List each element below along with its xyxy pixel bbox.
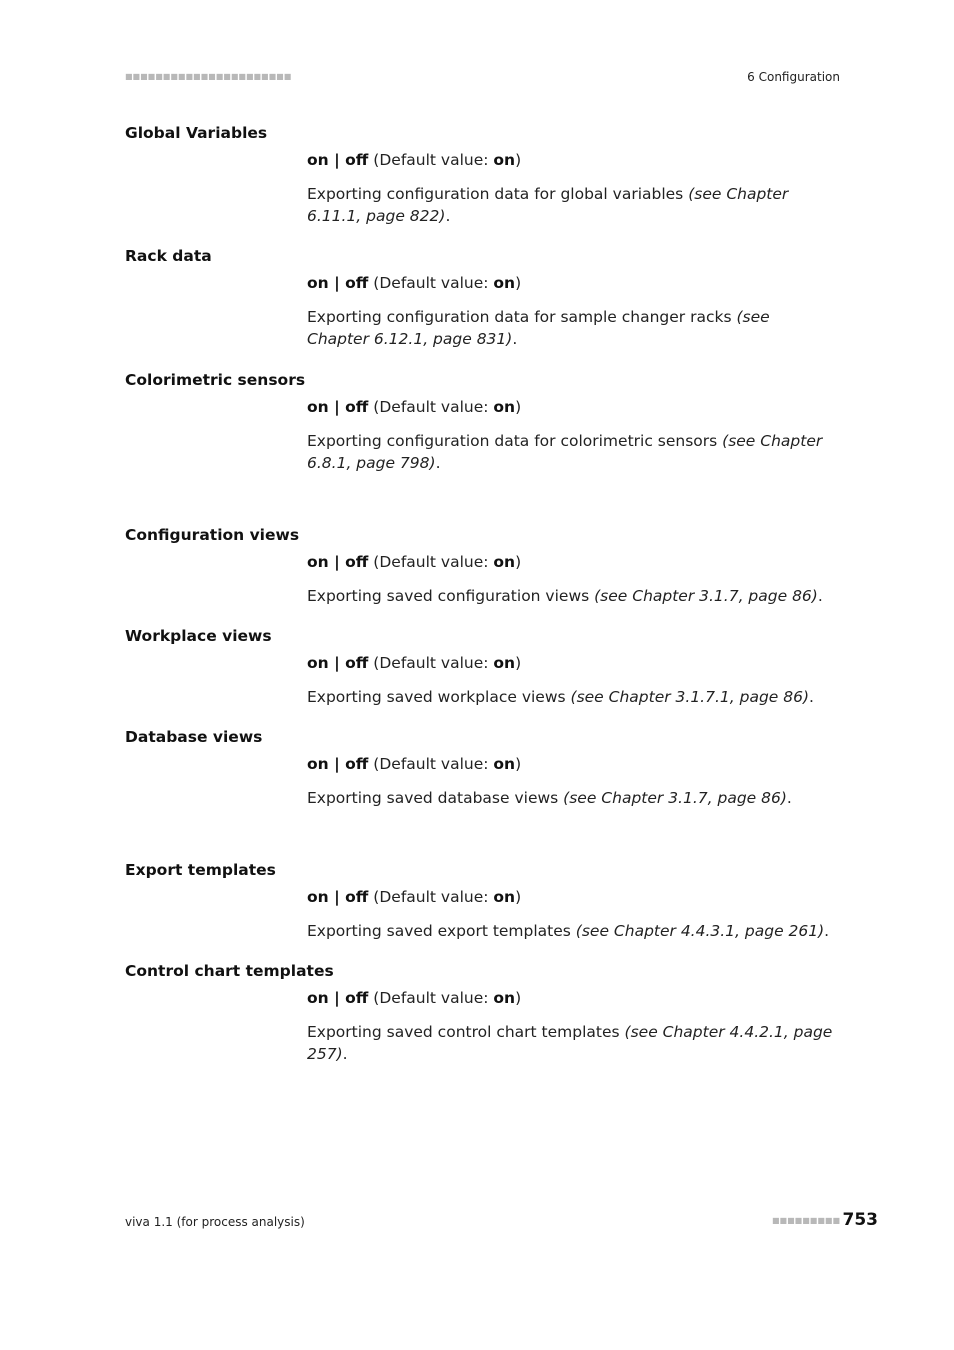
section-description: [307, 1021, 835, 1065]
section-title: Colorimetric sensors: [125, 371, 306, 389]
value-separator: |: [328, 553, 346, 571]
section-values: [307, 274, 521, 292]
description-end: .: [786, 789, 792, 807]
value-off: off: [345, 151, 369, 169]
chapter-reference-link[interactable]: (see Chapter 4.4.3.1, page 261): [575, 922, 825, 940]
default-value: on: [493, 888, 516, 906]
value-separator: |: [328, 151, 346, 169]
header-decoration: ■■■■■■■■■■■■■■■■■■■■■■: [125, 72, 292, 81]
value-off: off: [345, 398, 369, 416]
description-text: Exporting configuration data for colorimetric sensors: [307, 432, 723, 450]
default-value: on: [493, 654, 516, 672]
value-separator: |: [328, 398, 346, 416]
default-suffix: ): [515, 989, 522, 1007]
section-title: Global Variables: [125, 124, 268, 142]
default-prefix: (Default value:: [368, 989, 494, 1007]
default-prefix: (Default value:: [368, 398, 494, 416]
value-on: on: [307, 274, 329, 292]
page-number: 753: [842, 1210, 878, 1230]
section-title: Workplace views: [125, 627, 272, 645]
description-text: Exporting saved database views: [307, 789, 564, 807]
default-suffix: ): [515, 888, 522, 906]
header-chapter-title: 6 Configuration: [747, 70, 840, 84]
value-on: on: [307, 755, 329, 773]
description-end: .: [817, 587, 823, 605]
default-prefix: (Default value:: [368, 274, 494, 292]
section-values: [307, 654, 521, 672]
description-text: Exporting saved export templates: [307, 922, 576, 940]
chapter-reference-link[interactable]: (see Chapter 4.4.2.1, page 257): [307, 1023, 833, 1063]
section-description: [307, 183, 835, 227]
value-off: off: [345, 553, 369, 571]
value-off: off: [345, 755, 369, 773]
chapter-reference-link[interactable]: (see Chapter 3.1.7, page 86): [563, 789, 787, 807]
description-end: .: [435, 454, 441, 472]
value-separator: |: [328, 989, 346, 1007]
value-on: on: [307, 553, 329, 571]
default-value: on: [493, 274, 516, 292]
value-separator: |: [328, 654, 346, 672]
default-prefix: (Default value:: [368, 755, 494, 773]
section-title: Export templates: [125, 861, 276, 879]
section-title: Control chart templates: [125, 962, 334, 980]
chapter-reference-link[interactable]: (see Chapter 3.1.7.1, page 86): [570, 688, 810, 706]
value-separator: |: [328, 888, 346, 906]
description-text: Exporting saved workplace views: [307, 688, 571, 706]
description-end: .: [445, 207, 451, 225]
chapter-reference-link[interactable]: (see Chapter 3.1.7, page 86): [594, 587, 818, 605]
description-end: .: [512, 330, 518, 348]
section-description: [307, 585, 835, 607]
default-suffix: ): [515, 553, 522, 571]
section-values: [307, 553, 521, 571]
section-description: [307, 920, 835, 942]
default-suffix: ): [515, 151, 522, 169]
section-description: [307, 430, 835, 474]
default-value: on: [493, 553, 516, 571]
chapter-reference-link[interactable]: (see Chapter 6.8.1, page 798): [307, 432, 823, 472]
description-end: .: [342, 1045, 348, 1063]
description-text: Exporting saved control chart templates: [307, 1023, 625, 1041]
value-on: on: [307, 989, 329, 1007]
section-values: [307, 888, 521, 906]
footer-product-name: viva 1.1 (for process analysis): [125, 1215, 305, 1229]
default-value: on: [493, 755, 516, 773]
description-end: .: [809, 688, 814, 706]
chapter-reference-link[interactable]: (see Chapter 6.11.1, page 822): [307, 185, 789, 225]
default-prefix: (Default value:: [368, 888, 494, 906]
section-values: [307, 398, 521, 416]
description-text: Exporting configuration data for sample changer racks: [307, 308, 737, 326]
description-end: .: [824, 922, 830, 940]
section-title: Database views: [125, 728, 263, 746]
footer-decoration: ■■■■■■■■■: [772, 1216, 841, 1225]
value-separator: |: [328, 755, 346, 773]
section-description: [307, 306, 835, 350]
section-description: [307, 787, 835, 809]
value-off: off: [345, 989, 369, 1007]
value-on: on: [307, 888, 329, 906]
default-value: on: [493, 989, 516, 1007]
description-text: Exporting saved configuration views: [307, 587, 595, 605]
default-value: on: [493, 398, 516, 416]
default-value: on: [493, 151, 516, 169]
default-suffix: ): [515, 274, 522, 292]
section-title: Configuration views: [125, 526, 300, 544]
value-on: on: [307, 151, 329, 169]
value-off: off: [345, 888, 369, 906]
section-title: Rack data: [125, 247, 212, 265]
value-off: off: [345, 274, 369, 292]
section-values: [307, 151, 521, 169]
value-off: off: [345, 654, 369, 672]
chapter-reference-link[interactable]: (see Chapter 6.12.1, page 831): [307, 308, 770, 348]
section-description: [307, 686, 835, 708]
description-text: Exporting configuration data for global variables: [307, 185, 689, 203]
value-on: on: [307, 654, 329, 672]
section-values: [307, 989, 521, 1007]
value-separator: |: [328, 274, 346, 292]
default-suffix: ): [515, 654, 522, 672]
section-values: [307, 755, 521, 773]
default-prefix: (Default value:: [368, 553, 494, 571]
value-on: on: [307, 398, 329, 416]
default-suffix: ): [515, 398, 522, 416]
default-suffix: ): [515, 755, 522, 773]
default-prefix: (Default value:: [368, 654, 494, 672]
default-prefix: (Default value:: [368, 151, 494, 169]
